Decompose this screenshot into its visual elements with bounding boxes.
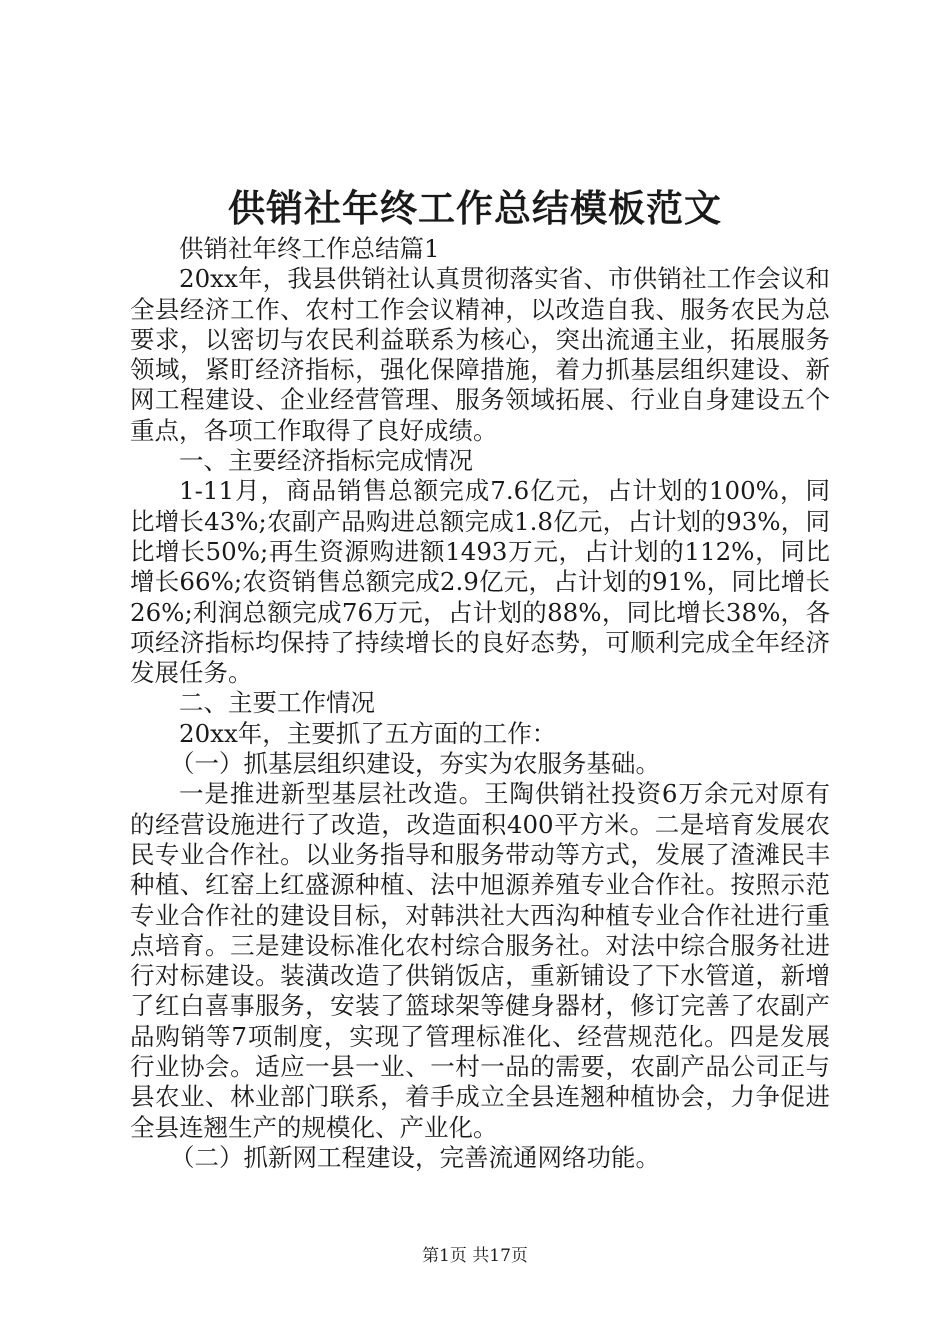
subsection-heading-1: （一）抓基层组织建设，夯实为农服务基础。 [170, 749, 660, 779]
page-footer: 第1页 共17页 [422, 1246, 528, 1266]
document-body [130, 234, 830, 1173]
grassroots-paragraph: 一是推进新型基层社改造。王陶供销社投资6万余元对原有的经营设施进行了改造，改造面积400平方米。二是培育发展农民专业合作社。以业务指导和服务带动等方式，发展了渣滩民丰种植、红窑上红盛源种植、法中旭源养殖专业合作社。按照示范专业合作社的建设目标，对韩洪社大西沟种植专业合作社进行重点培育。三是建设标准化农村综合服务社。对法中综合服务社进行对标建设。装潢改造了供销饭店，重新铺设了下水管道，新增了红白喜事服务，安装了篮球架等健身器材，修订完善了农副产品购销等7项制度，实现了管理标准化、经营规范化。四是发展行业协会。适应一县一业、一村一品的需要，农副产品公司正与县农业、林业部门联系，着手成立全县连翘种植协会，力争促进全县连翘生产的规模化、产业化。 [130, 779, 830, 1142]
intro-paragraph: 20xx年，我县供销社认真贯彻落实省、市供销社工作会议和全县经济工作、农村工作会议精神，以改造自我、服务农民为总要求，以密切与农民利益联系为核心，突出流通主业，拓展服务领域，紧盯经济指标，强化保障措施，着力抓基层组织建设、新网工程建设、企业经营管理、服务领域拓展、行业自身建设五个重点，各项工作取得了良好成绩。 [130, 264, 830, 445]
work-summary-paragraph: 20xx年，主要抓了五方面的工作： [179, 718, 557, 748]
section-heading-work: 二、主要工作情况 [179, 688, 375, 718]
indicators-paragraph: 1-11月，商品销售总额完成7.6亿元，占计划的100%，同比增长43%;农副产品购进总额完成1.8亿元，占计划的93%，同比增长50%;再生资源购进额1493万元，占计划的112%，同比增长66%;农资销售总额完成2.9亿元，占计划的91%，同比增长26%;利润总额完成76万元，占计划的88%，同比增长38%，各项经济指标均保持了持续增长的良好态势，可顺利完成全年经济发展任务。 [130, 476, 830, 688]
section-heading-indicators: 一、主要经济指标完成情况 [179, 446, 473, 476]
document-title: 供销社年终工作总结模板范文 [228, 186, 722, 230]
subsection-heading-2: （二）抓新网工程建设，完善流通网络功能。 [170, 1142, 660, 1172]
section-heading-part-1: 供销社年终工作总结篇1 [179, 234, 440, 263]
